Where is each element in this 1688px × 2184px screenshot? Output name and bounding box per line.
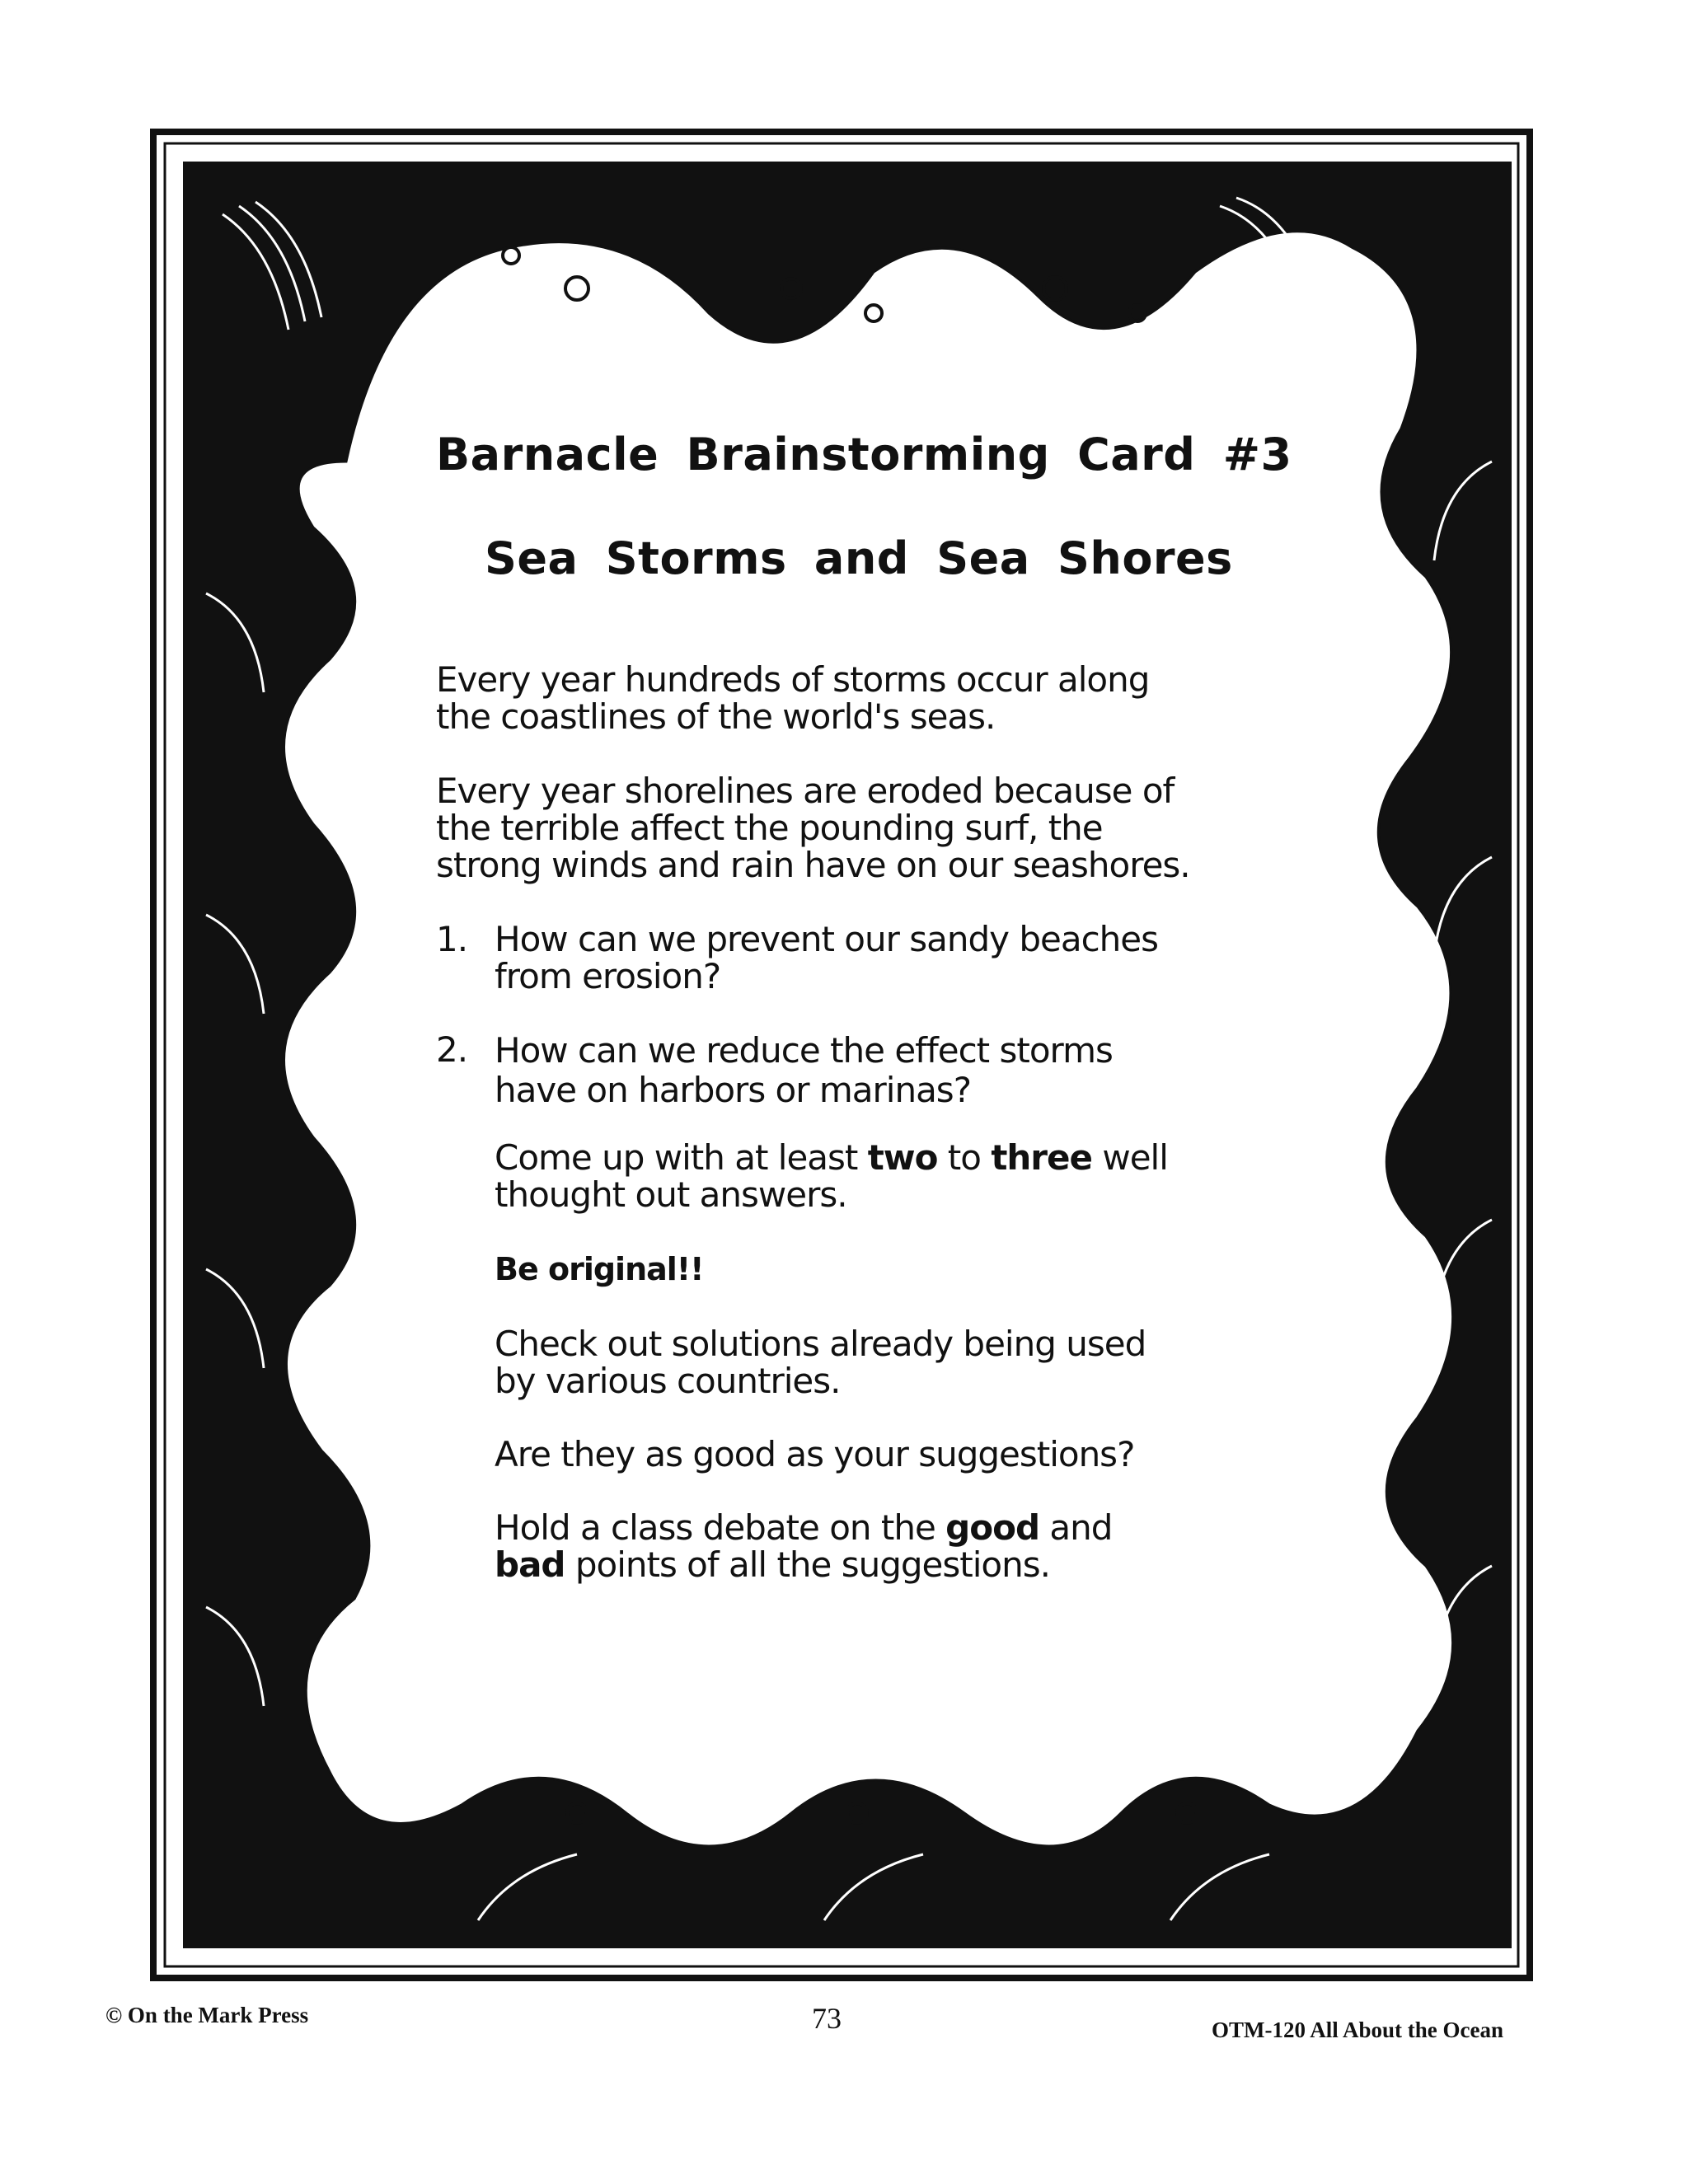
question-2-number: 2.	[436, 1029, 468, 1070]
text-line: Every year shorelines are eroded because of	[436, 771, 1175, 811]
question-2	[495, 1031, 1113, 1110]
text: well	[1092, 1137, 1168, 1178]
are-they-question: Are they as good as your suggestions?	[495, 1434, 1135, 1474]
text-line: How can we prevent our sandy beaches	[495, 919, 1159, 959]
card-subtitle: Sea Storms and Sea Shores	[485, 532, 1233, 584]
footer-book-title: OTM-120 All About the Ocean	[1212, 2018, 1504, 2042]
text: Come up with at least	[495, 1137, 868, 1178]
text-line: strong winds and rain have on our seashores.	[436, 845, 1190, 885]
card-title: Barnacle Brainstorming Card #3	[436, 429, 1292, 480]
question-1	[495, 921, 1158, 995]
bold-two: two	[867, 1137, 938, 1178]
debate-instruction	[495, 1509, 1112, 1583]
bold-good: good	[945, 1507, 1040, 1548]
be-original: Be original!!	[495, 1251, 704, 1287]
text-line: the coastlines of the world's seas.	[436, 696, 996, 737]
footer-publisher: © On the Mark Press	[106, 2003, 309, 2027]
text: and	[1039, 1507, 1113, 1548]
text-line: thought out answers.	[495, 1174, 847, 1215]
bold-bad: bad	[495, 1544, 565, 1585]
paragraph-storms	[436, 661, 1149, 735]
page-number: 73	[812, 2002, 842, 2035]
question-1-number: 1.	[436, 919, 468, 959]
paragraph-erosion	[436, 772, 1190, 883]
text-line: by various countries.	[495, 1361, 841, 1401]
come-up-instruction	[495, 1139, 1168, 1213]
check-out-instruction	[495, 1325, 1146, 1399]
text: points of all the suggestions.	[565, 1544, 1050, 1585]
bold-three: three	[991, 1137, 1092, 1178]
text-line: have on harbors or marinas?	[495, 1070, 971, 1110]
text-line: How can we reduce the effect storms	[495, 1030, 1113, 1071]
text-line: from erosion?	[495, 956, 721, 996]
text-line: Every year hundreds of storms occur along	[436, 659, 1150, 700]
text: to	[937, 1137, 992, 1178]
text-line: the terrible affect the pounding surf, the	[436, 808, 1103, 848]
text-line: Check out solutions already being used	[495, 1324, 1146, 1364]
text: Hold a class debate on the	[495, 1507, 946, 1548]
